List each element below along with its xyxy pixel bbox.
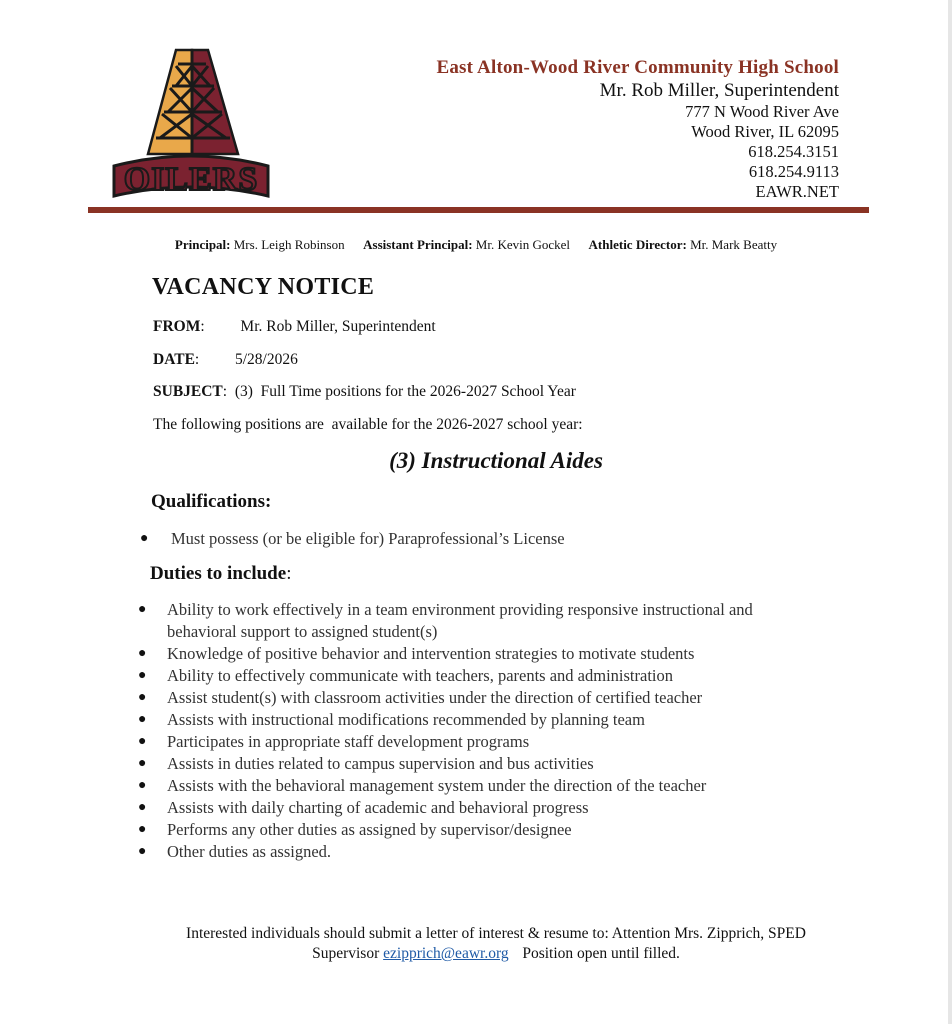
date-label: DATE [153, 351, 195, 368]
phone-1: 618.254.3151 [748, 142, 839, 161]
list-item: ● Ability to effectively communicate with teachers, parents and administration [138, 666, 673, 685]
footer-supervisor-text: Supervisor [312, 945, 380, 962]
subject-label: SUBJECT [153, 383, 223, 400]
notice-title: VACANCY NOTICE [152, 274, 375, 300]
qualifications-list [140, 528, 565, 550]
memo-subject: SUBJECT: (3) Full Time positions for the 2026-2027 School Year [153, 383, 576, 400]
athletic-director-label: Athletic Director: [588, 237, 687, 252]
qualifications-heading: Qualifications: [151, 491, 272, 512]
phone-2: 618.254.9113 [748, 162, 839, 181]
principal-label: Principal: [174, 237, 231, 252]
list-item: ● Performs any other duties as assigned by supervisor/designee [138, 820, 572, 839]
footer-line-2 [0, 944, 952, 964]
from-value: Mr. Rob Miller, Superintendent [240, 318, 436, 335]
header-divider [88, 207, 869, 213]
page-edge [948, 0, 952, 1024]
list-item: ● Must possess (or be eligible for) Paraprofessional’s License [140, 529, 565, 548]
list-item: ● Knowledge of positive behavior and intervention strategies to motivate students [138, 644, 695, 663]
svg-text:OILERS: OILERS [123, 161, 259, 198]
address-line-1: 777 N Wood River Ave [685, 102, 839, 121]
list-item: ● Other duties as assigned. [138, 842, 332, 861]
oilers-logo [110, 46, 272, 206]
school-name: East Alton-Wood River Community High School [436, 57, 839, 78]
address-line-2: Wood River, IL 62095 [691, 122, 839, 141]
assistant-principal-name: Mr. Kevin Gockel [475, 237, 571, 252]
list-item: ● Assists in duties related to campus supervision and bus activities [138, 754, 594, 773]
list-item: ● Assists with instructional modifications recommended by planning team [138, 710, 645, 729]
footer-line-1: Interested individuals should submit a letter of interest & resume to: Attention Mrs. Zipprich, SPED [186, 925, 806, 942]
list-item: ● Assist student(s) with classroom activities under the direction of certified teacher [138, 688, 703, 707]
from-label: FROM [153, 318, 201, 335]
superintendent-line: Mr. Rob Miller, Superintendent [599, 80, 839, 101]
list-item: ● Participates in appropriate staff development programs [138, 732, 530, 751]
email-link[interactable]: ezipprich@eawr.org [383, 945, 509, 962]
assistant-principal-label: Assistant Principal: [363, 237, 473, 252]
position-title: (3) Instructional Aides [389, 448, 603, 473]
list-item: ● Assists with the behavioral management system under the direction of the teacher [138, 776, 707, 795]
intro-text: The following positions are available for the 2026-2027 school year: [153, 416, 583, 433]
letterhead [436, 56, 839, 202]
athletic-director-name: Mr. Mark Beatty [690, 237, 778, 252]
memo-date: DATE: 5/28/2026 [153, 351, 298, 368]
website: EAWR.NET [755, 182, 839, 201]
duties-heading: Duties to include: [150, 563, 292, 584]
footer [0, 924, 952, 964]
memo-from: FROM: Mr. Rob Miller, Superintendent [153, 318, 436, 335]
duties-list [138, 599, 798, 863]
principal-name: Mrs. Leigh Robinson [233, 237, 345, 252]
list-item: ● Ability to work effectively in a team environment providing responsive instructional and behavioral support to assigned student(s) [138, 600, 753, 641]
list-item: ● Assists with daily charting of academic and behavioral progress [138, 798, 589, 817]
footer-open-text: Position open until filled. [522, 945, 680, 962]
date-value: 5/28/2026 [234, 351, 298, 368]
staff-row [0, 237, 952, 253]
subject-value: (3) Full Time positions for the 2026-2027 School Year [234, 383, 576, 400]
